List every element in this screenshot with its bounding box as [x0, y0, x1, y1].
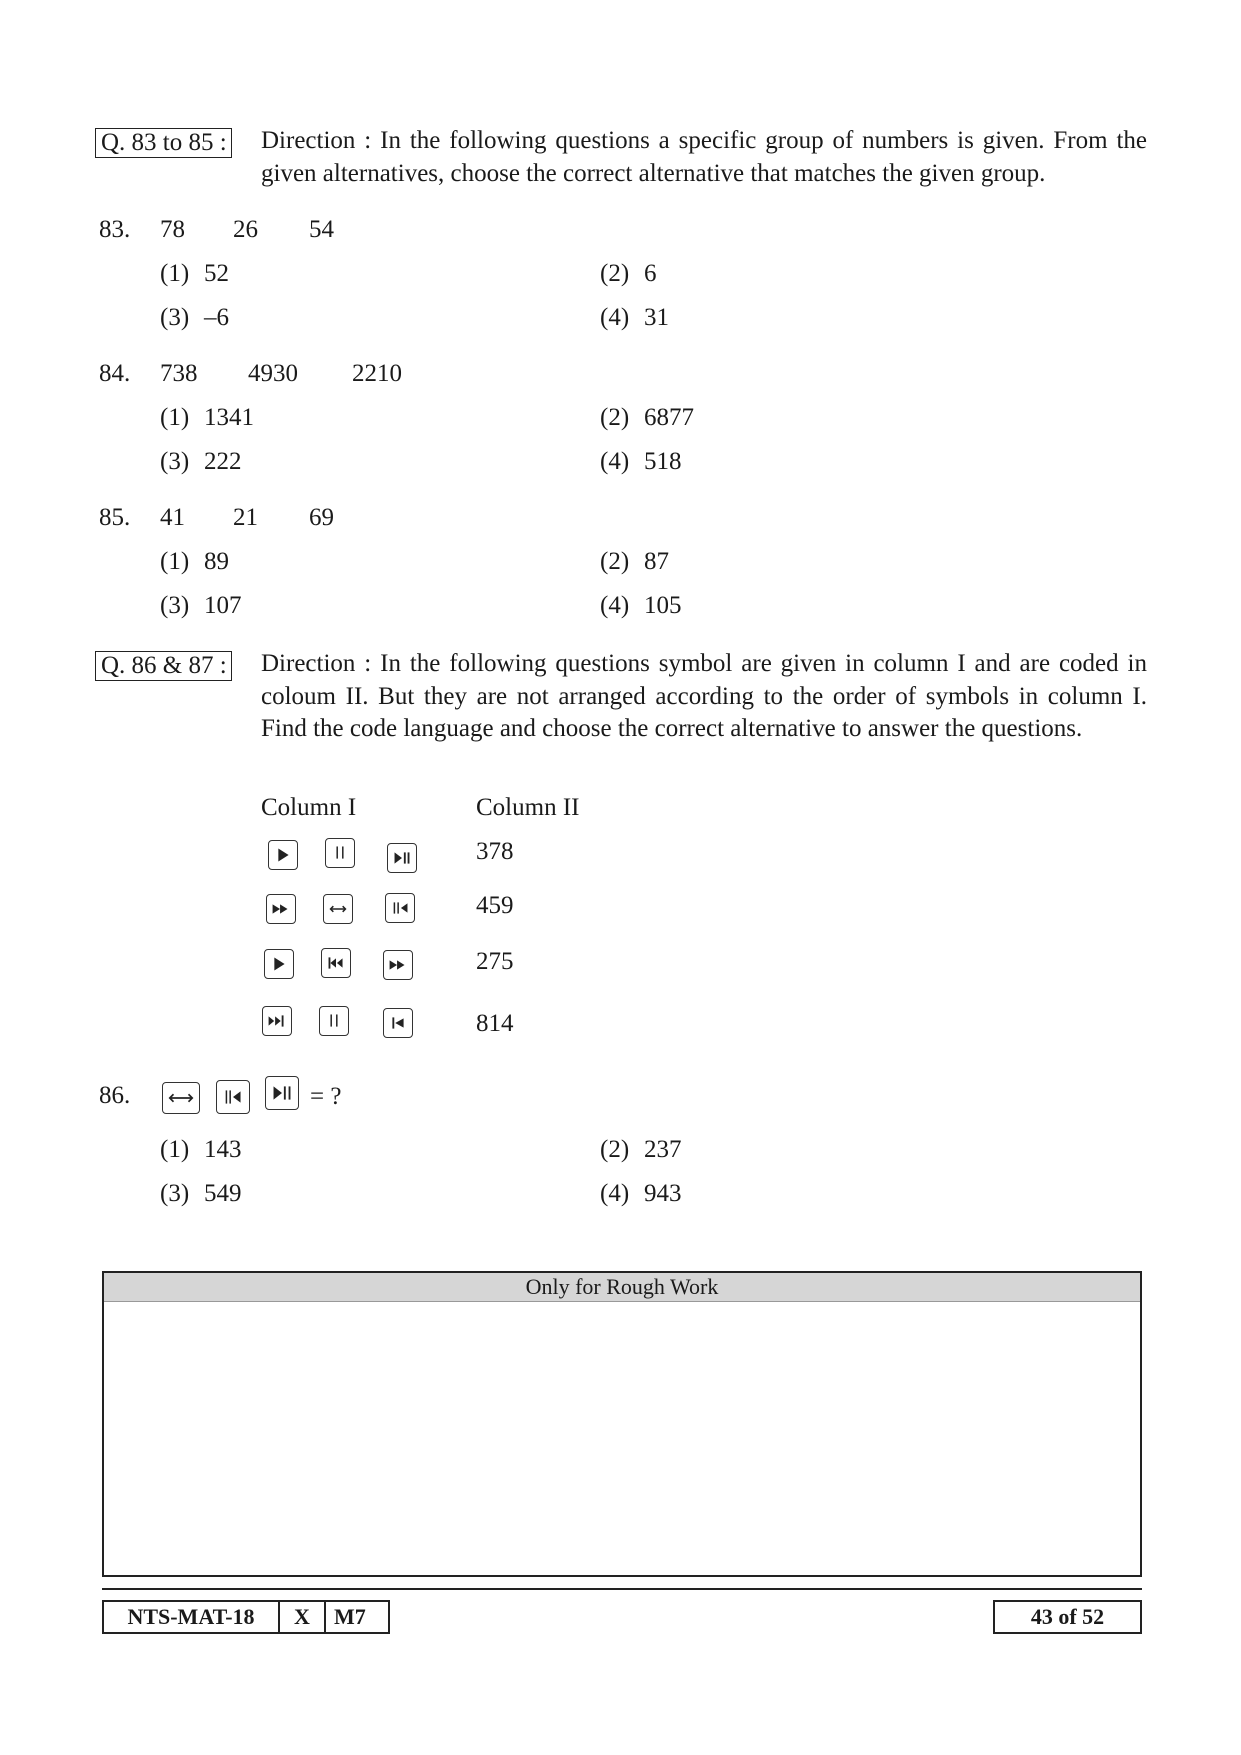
rough-work-box[interactable] — [102, 1271, 1142, 1577]
double-arrow-icon — [323, 894, 353, 924]
option-2[interactable] — [600, 402, 694, 434]
option-label: (4) — [600, 448, 630, 475]
play-pause-icon — [387, 843, 417, 873]
option-value: 6877 — [644, 404, 694, 431]
skip-back-icon — [321, 948, 351, 978]
option-value: –6 — [204, 304, 229, 331]
pause-rewind-icon — [216, 1080, 250, 1114]
option-3[interactable] — [160, 446, 242, 478]
option-value: 6 — [644, 260, 657, 287]
play-icon — [264, 949, 294, 979]
option-2[interactable] — [600, 546, 669, 578]
play-pause-icon — [265, 1076, 299, 1110]
option-2[interactable] — [600, 1134, 682, 1166]
option-value: 143 — [204, 1136, 242, 1163]
skip-back-single-icon — [383, 1008, 413, 1038]
group-number: 41 — [160, 504, 185, 531]
option-4[interactable] — [600, 302, 669, 334]
option-1[interactable] — [160, 402, 254, 434]
option-value: 89 — [204, 548, 229, 575]
group-number: 69 — [309, 504, 334, 531]
pause-rewind-icon — [385, 893, 415, 923]
group-number: 738 — [160, 360, 198, 387]
option-4[interactable] — [600, 1178, 682, 1210]
footer-divider — [102, 1588, 1142, 1590]
option-value: 237 — [644, 1136, 682, 1163]
option-label: (3) — [160, 304, 190, 331]
group-number: 26 — [233, 216, 258, 243]
code-value: 814 — [476, 1010, 514, 1037]
option-label: (2) — [600, 260, 630, 287]
option-3[interactable] — [160, 302, 229, 334]
column-1-header: Column I — [261, 794, 357, 821]
direction-text: Direction : In the following questions symbol are given in column I and are coded in coloum II. But they are not arranged according to the order of symbols in column I. Find the code language and choose the correct alternative to answer the questions. — [261, 650, 1147, 742]
group-number: 21 — [233, 504, 258, 531]
option-label: (1) — [160, 1136, 190, 1163]
pause-icon — [325, 838, 355, 868]
code-value: 459 — [476, 892, 514, 919]
option-3[interactable] — [160, 1178, 242, 1210]
question-number: 83. — [99, 216, 131, 243]
paper-code: NTS-MAT-18 — [102, 1600, 280, 1634]
class-code: X — [278, 1600, 326, 1634]
group-number: 2210 — [352, 360, 402, 387]
option-4[interactable] — [600, 590, 682, 622]
option-label: (1) — [160, 404, 190, 431]
group-number: 4930 — [248, 360, 298, 387]
option-value: 105 — [644, 592, 682, 619]
question-number: 86. — [99, 1082, 131, 1109]
option-label: (3) — [160, 592, 190, 619]
option-value: 222 — [204, 448, 242, 475]
question-number: 84. — [99, 360, 131, 387]
option-value: 1341 — [204, 404, 254, 431]
pause-icon — [319, 1006, 349, 1036]
double-arrow-icon — [162, 1082, 200, 1114]
equals-question: = ? — [310, 1083, 342, 1110]
option-value: 518 — [644, 448, 682, 475]
direction-text: Direction : In the following questions a specific group of numbers is given. From the given alternatives, choose the correct alternative that matches the given group. — [261, 127, 1147, 187]
option-label: (1) — [160, 548, 190, 575]
option-label: (2) — [600, 548, 630, 575]
page-number: 43 of 52 — [993, 1600, 1142, 1634]
code-value: 378 — [476, 838, 514, 865]
group-number: 54 — [309, 216, 334, 243]
set-code: M7 — [324, 1600, 390, 1634]
option-value: 87 — [644, 548, 669, 575]
group-number: 78 — [160, 216, 185, 243]
option-label: (2) — [600, 1136, 630, 1163]
option-3[interactable] — [160, 590, 242, 622]
option-label: (4) — [600, 592, 630, 619]
option-value: 107 — [204, 592, 242, 619]
option-value: 943 — [644, 1180, 682, 1207]
fast-forward-icon — [266, 894, 296, 924]
column-2-header: Column II — [476, 794, 580, 821]
question-number: 85. — [99, 504, 131, 531]
option-label: (1) — [160, 260, 190, 287]
option-4[interactable] — [600, 446, 682, 478]
option-1[interactable] — [160, 258, 229, 290]
option-label: (3) — [160, 1180, 190, 1207]
rough-work-title: Only for Rough Work — [104, 1273, 1140, 1302]
option-1[interactable] — [160, 1134, 242, 1166]
play-icon — [268, 840, 298, 870]
option-2[interactable] — [600, 258, 657, 290]
question-range-label: Q. 83 to 85 : — [95, 128, 232, 158]
option-1[interactable] — [160, 546, 229, 578]
option-label: (4) — [600, 304, 630, 331]
skip-forward-icon — [262, 1006, 292, 1036]
fast-forward-icon — [383, 950, 413, 980]
option-value: 52 — [204, 260, 229, 287]
option-label: (4) — [600, 1180, 630, 1207]
option-value: 31 — [644, 304, 669, 331]
option-value: 549 — [204, 1180, 242, 1207]
option-label: (2) — [600, 404, 630, 431]
question-range-label: Q. 86 & 87 : — [95, 651, 232, 681]
code-value: 275 — [476, 948, 514, 975]
option-label: (3) — [160, 448, 190, 475]
